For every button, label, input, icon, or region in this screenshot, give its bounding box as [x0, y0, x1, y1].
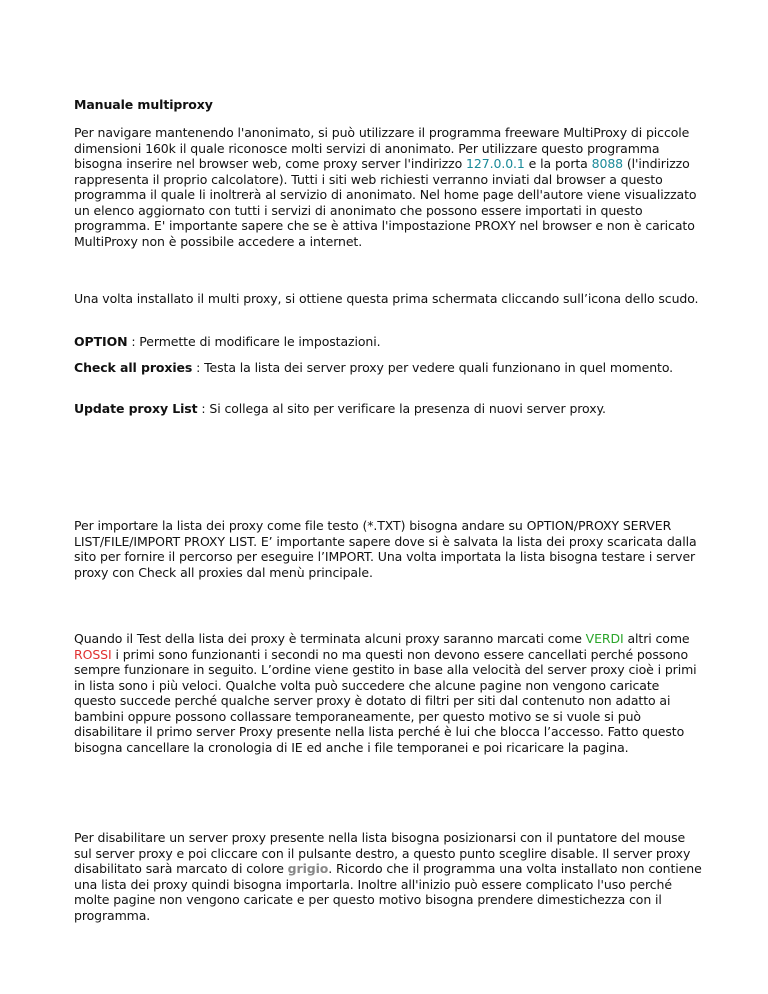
option-term: Update proxy List — [74, 401, 198, 416]
test-paragraph — [74, 631, 704, 755]
option-term: OPTION — [74, 334, 128, 349]
document-title: Manuale multiproxy — [74, 97, 213, 112]
grey-label: grigio — [287, 861, 329, 876]
intro-text-3: (l'indirizzo rappresenta il proprio calcolatore). Tutti i siti web richiesti verranno inviati dal browser a questo programma il quale li inoltrerà al servizio di anonimato. Nel home page dell'autore viene visualizzato un elenco aggiornato con tutti i servizi di anonimato che possono essere importati in questo programma. E' importante sapere che se è attiva l'impostazione PROXY nel browser e non è caricato MultiProxy non è possibile accedere a internet. — [74, 156, 697, 249]
install-paragraph: Una volta installato il multi proxy, si ottiene questa prima schermata cliccando sull’icona dello scudo. — [74, 291, 699, 306]
green-label: VERDI — [585, 631, 624, 646]
disable-text-2: . Ricordo che il programma una volta installato non contiene una lista dei proxy quindi bisogna importarla. Inoltre all'inizio può essere complicato l'uso perché molte pagine non vengono caricate e per questo motivo bisogna prendere dimestichezza con il programma. — [74, 861, 702, 923]
intro-text-1: Per navigare mantenendo l'anonimato, si può utilizzare il programma freeware MultiProxy di piccole dimensioni 160k il quale riconosce molti servizi di anonimato. Per utilizzare questo programma bisogna inserire nel browser web, come proxy server l'indirizzo — [74, 125, 690, 171]
proxy-address: 127.0.0.1 — [466, 156, 525, 171]
option-desc: : Testa la lista dei server proxy per vedere quali funzionano in quel momento. — [192, 360, 674, 375]
option-item-option — [74, 334, 704, 350]
option-item-check-all — [74, 360, 704, 376]
option-term: Check all proxies — [74, 360, 193, 375]
disable-paragraph — [74, 830, 704, 923]
option-desc: : Si collega al sito per verificare la presenza di nuovi server proxy. — [197, 401, 606, 416]
intro-paragraph — [74, 125, 704, 249]
option-desc: : Permette di modificare le impostazioni. — [127, 334, 381, 349]
test-text-2: altri come — [623, 631, 690, 646]
proxy-port: 8088 — [591, 156, 624, 171]
test-text-1: Quando il Test della lista dei proxy è terminata alcuni proxy saranno marcati come — [74, 631, 586, 646]
test-text-3: i primi sono funzionanti i secondi no ma questi non devono essere cancellati perché possono sempre funzionare in seguito. L’ordine viene gestito in base alla velocità del server proxy cioè i primi in lista sono i più veloci. Qualche volta può succedere che alcune pagine non vengono caricate questo succede perché qualche server proxy è dotato di filtri per siti dal contenuto non adatto ai bambini oppure possono collassare temporaneamente, per questo motivo se si vuole si può disabilitare il primo server Proxy presente nella lista perché è lui che blocca l’accesso. Fatto questo bisogna cancellare la cronologia di IE ed anche i file temporanei e poi ricaricare la pagina. — [74, 646, 697, 755]
option-item-update-list — [74, 401, 704, 417]
intro-text-2: e la porta — [524, 156, 592, 171]
disable-text-1: Per disabilitare un server proxy presente nella lista bisogna posizionarsi con il puntatore del mouse sul server proxy e poi cliccare con il pulsante destro, a questo punto sceglire disable. Il server proxy disabilitato sarà marcato di colore — [74, 830, 691, 876]
import-paragraph: Per importare la lista dei proxy come file testo (*.TXT) bisogna andare su OPTION/PROXY SERVER LIST/FILE/IMPORT PROXY LIST. E’ importante sapere dove si è salvata la lista dei proxy scaricata dalla sito per fornire il percorso per eseguire l’IMPORT. Una volta importata la lista bisogna testare i server proxy con Check all proxies dal menù principale. — [74, 518, 697, 580]
red-label: ROSSI — [74, 646, 112, 662]
